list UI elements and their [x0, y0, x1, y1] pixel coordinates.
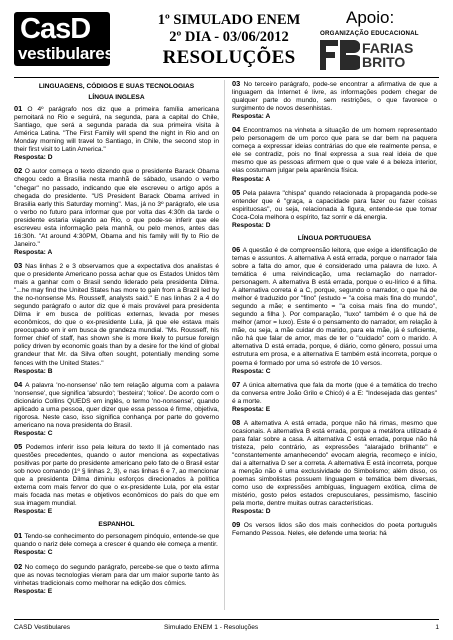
subsection-espanhol: ESPANHOL [98, 521, 135, 529]
question-text: A única alternativa que fala da morte (que é a temática do trecho da conversa entre João Grilo e Chicó) é a E: "Indesejada das gentes" é a morte. [232, 381, 437, 405]
org-text: ORGANIZAÇÃO EDUCACIONAL [320, 30, 419, 37]
question-text: No terceiro parágrafo, pode-se encontrar a afirmativa de que a linguagem da Internet é livre, as informações podem chegar de qualquer parte do mundo, sem restrições, o que favorece o surgimento de novos desenhistas. [232, 81, 437, 113]
footer-left: CASD Vestibulares [14, 624, 71, 631]
org-name-line-1: FARIAS [362, 40, 414, 56]
question-answer: Resposta: D [14, 154, 53, 162]
question-espanhol-03 [232, 80, 437, 121]
question-number: 06 [232, 244, 243, 254]
question-answer: Resposta: E [232, 405, 271, 413]
question-text: No começo do segundo parágrafo, percebe-se que o texto afirma que as novas tecnologias vieram para dar um maior suporte tanto às vinhetas tradicionais como melhorar na edição dos cômics. [14, 563, 219, 587]
question-answer: Resposta: B [14, 367, 53, 375]
question-text: O autor começa o texto dizendo que o presidente Barack Obama chegou cedo a Brasília nesta manhã de sábado, usando o verbo "chegar" no passado, indicando que ele escreveu o artigo após a chegada do presidente. "US President Barack Obama arrived in Brasilia early this Saturday morning". Mas, já no 3º parágrafo, ele usa o verbo no futuro para informar que por volta das 4:30h da tarde o presidente estaria viajando ao Rio, o que pode-se inferir que ele escreveu esta informação pela manhã, ou pelo menos, antes das 16:30h. "At around 4:30PM, Obama and his family will fly to Rio de Janeiro." [14, 168, 219, 248]
question-answer: Resposta: D [232, 221, 271, 229]
title-line-1: 1º SIMULADO ENEM [157, 12, 301, 28]
question-number: 04 [232, 125, 244, 135]
question-answer: Resposta: D [232, 508, 271, 516]
question-text: Pela palavra "chispa" quando relacionada à propaganda pode-se entender que é "graça, a capacidade para fazer ou fazer coisas espirituosas", ou seja, relacionada à figura, entende-se que tomar Coca-Cola melhora o espírito, faz sorrir e dá energia. [232, 189, 437, 221]
subsection-ingles: LÍNGUA INGLESA [88, 94, 145, 102]
question-number: 01 [14, 104, 28, 114]
question-04 [14, 381, 219, 438]
question-answer: Resposta: A [232, 175, 271, 183]
question-number: 03 [232, 79, 244, 88]
document-title [148, 12, 310, 70]
question-text: Tendo-se conhecimento do personagem pinóquio, entende-se que quando o nariz dele começa a crescer é quando ele começa a mentir. [14, 533, 219, 549]
question-02 [14, 167, 219, 257]
casd-logo [14, 12, 114, 66]
question-answer: Resposta: E [14, 508, 53, 516]
subsection-portugues: LÍNGUA PORTUGUESA [297, 234, 372, 242]
question-text: Nas linhas 2 e 3 observamos que a expectativa dos analistas é que o presidente Americano possa achar que os Estados Unidos têm mais a ganhar com o Brasil sendo liderado pela presidenta Dilma. "...he may find the United States has more to gain from a Brazil led by the no-nonsense Ms. Rousseff, analysts said." E nas linhas 2 a 4 do segundo parágrafo o autor diz que é mais provável para presidenta Dilma ir em busca de políticas externas, levada por meses econômicos, do que o ex-presidente Lula, já que ele estava mais preocupado em ir em busca de grandeza mundial. "Ms. Rousseff, his former chief of staff, has shown she is more likely to pursue foreign policy driven by economic goals than by a desire for the kind of global grandeur that Mr. da Silva often sought, potentially mending some fences with the United States." [14, 262, 219, 367]
org-name [362, 41, 413, 69]
section-title: LINGUAGENS, CÓDIGOS E SUAS TECNOLOGIAS [38, 83, 195, 90]
question-number: 02 [14, 166, 25, 176]
logo-subtitle: vestibulares [18, 44, 114, 63]
question-text: O 4º parágrafo nos diz que a primeira família americana pernoitará no Rio e seguirá, na segunda, para a capital do Chile, Santiago, que será a segunda parada da sua primeira visita à América Latina. "The First Family will spend the night in Rio and on Monday morning will travel to Santiago, in Chile, the second stop in their first visit to Latin America." [14, 106, 220, 154]
question-espanhol-05 [232, 189, 437, 230]
question-espanhol-04 [232, 126, 437, 183]
left-column [14, 83, 219, 601]
question-05 [14, 443, 219, 516]
question-text: A palavra 'no-nonsense' não tem relação alguma com a palavra 'nonsense', que significa 'absurdo'; 'besteira'; 'tolice'. De acordo com o dicionário Collins QUEDS em inglês, o termo 'no-nonsense', quando aplicado a uma pessoa, quer dizer que essa pessoa é firme, objetiva, rigorosa. Neste caso, isso significa conhança por parte do governo americano na nova presidenta do Brasil. [14, 381, 219, 429]
question-number: 08 [232, 417, 244, 427]
question-answer: Resposta: C [14, 429, 53, 437]
org-name-line-2: BRITO [362, 54, 406, 70]
question-number: 05 [14, 441, 26, 451]
question-03 [14, 262, 219, 376]
logo-title: CasD [20, 13, 91, 45]
right-column [232, 80, 437, 543]
question-text: A alternativa A está errada, porque não há rimas, mesmo que ocasionais. A alternativa B está errada, porque a metáfora utilizada é para falar sobre a casa. A alternativa C está errada, porque não há tristeza, pelo contrário, as expressões "alarajado brilhante" e "constantemente amanhecendo" evocam alegria, recomeço e início, daí a alternativa D ser a correta. A alternativa E está incorreta, porque a menção não é uma exclusividade do Simbolismo; além disso, os poemas simbolistas possuem linguagem e temática bem diversas, como uso de expressões ambíguas, linguagem exótica, clima de mistério, gosto pelos estados crepusculares, pessimismo, fascínio pela morte, dentre muitas outras características. [232, 419, 437, 508]
page-number: 1 [435, 624, 439, 631]
footer-center: Simulado ENEM 1 - Resoluções [164, 624, 259, 631]
question-number: 05 [232, 187, 243, 197]
question-07 [232, 381, 437, 414]
question-number: 03 [14, 260, 26, 270]
question-answer: Resposta: E [14, 587, 53, 595]
column-divider [224, 80, 225, 610]
question-number: 04 [14, 379, 26, 389]
question-number: 01 [14, 531, 25, 541]
question-text: Os versos lidos são dos mais conhecidos do poeta português Fernando Pessoa. Neles, ele defende uma teoria: há [232, 522, 437, 538]
question-text: A questão é de compreensão leitora, que exige a identificação de temas e assuntos. A alternativa A está errada, porque o narrador fala sobre a falta do amor, que é considerado uma palavra de luxo. A temática é uma reivindicação, uma reclamação do narrador-personagem. A alternativa B está errada, porque o eu-lírico é a filha. A alternativa correta é a C, porque, segundo o narrador, o que há de melhor é traduzido por "fino" (estudo = "a coisa mais fina do mundo", segundo a mãe; e sentimento = "a coisa mais fina do mundo", segundo a filha ). Por comparação, "luxo" também é o que há de melhor (amor = luxo). Este é o pensamento do narrador, em relação à mãe, ou seja, a mãe cuidar do marido, para ela mãe, já é suficiente, não há que falar de amor, mas de ter o "cuidado" com o marido. A alternativa D está errada, porque, é diário, como gênero, possui uma estrutura em prosa, e a alternativa E também está incorreta, porque o poema é formado por uma só estrofe de 10 versos. [232, 246, 438, 367]
question-number: 02 [14, 561, 25, 571]
question-06 [232, 246, 437, 376]
footer-rule [14, 619, 439, 620]
header-rule [14, 77, 439, 78]
question-01 [14, 105, 219, 162]
farias-brito-logo-icon [320, 40, 360, 70]
question-answer: Resposta: C [232, 367, 271, 375]
question-text: Podemos inferir isso pela leitura do texto II já comentado nas questões precedentes, quando o autor menciona as expectativas positivas por parte do presidente americano pelo fato de o Brasil estar sob novo comando (1º § linhas 2, 3), e nas linhas 6 e 7, ao mencionar que a presidenta Dilma diminiu esforços direcionados à política externa com mais fervor do que o ex-presidente Lula, por ela estar mais focada nas metas e objetivos econômicos do país do que em sua imagem mundial. [14, 443, 219, 508]
apoio-label: Apoio: [346, 8, 395, 27]
title-line-2: 2º DIA - 03/06/2012 [169, 29, 289, 45]
question-espanhol-01 [14, 532, 219, 557]
question-answer: Resposta: C [14, 549, 53, 557]
question-number: 09 [232, 520, 244, 530]
question-text: Encontramos na vinheta a situação de um homem representado pelo personagem de um porco que para se dar bem na paquera começa a expressar ideias contrárias do que ele realmente pensa, e ele se contradiz, pois no final expressa a sua real ideia de que mesmo que as pessoas afirmem que o que vale é a beleza interior, elas costumam julgar pela aparência física. [232, 127, 437, 175]
title-line-3: RESOLUÇÕES [162, 47, 296, 68]
question-answer: Resposta: A [14, 248, 53, 256]
question-number: 07 [232, 379, 243, 389]
question-espanhol-02 [14, 563, 219, 596]
question-08 [232, 419, 437, 517]
question-answer: Resposta: A [232, 113, 271, 121]
question-09 [232, 521, 437, 538]
